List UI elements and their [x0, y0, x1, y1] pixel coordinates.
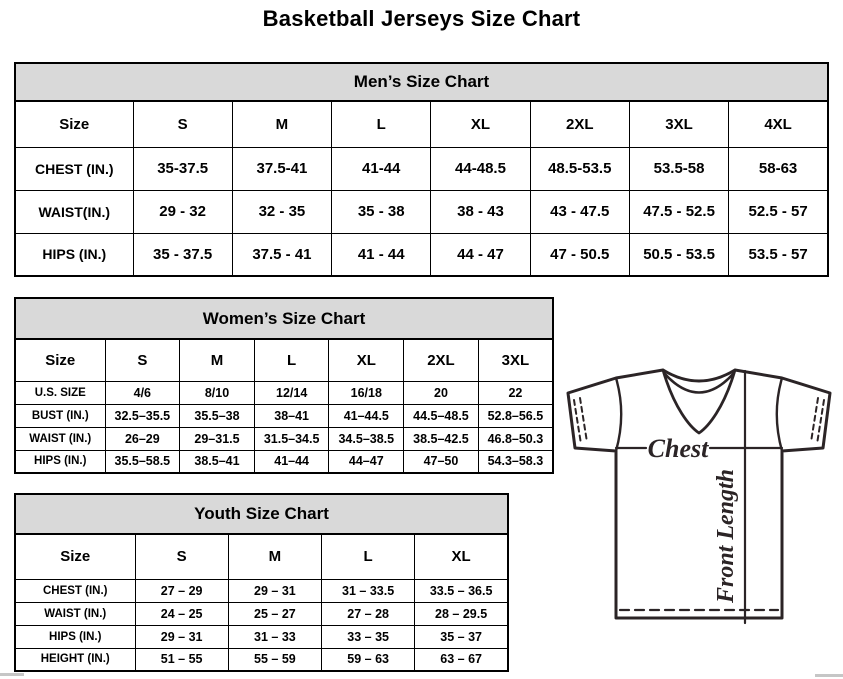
- size-value-cell: 24 – 25: [135, 602, 228, 625]
- table-row: [15, 381, 553, 404]
- size-value-cell: 44–47: [329, 450, 404, 473]
- jersey-outline: [568, 370, 830, 618]
- jersey-measurement-diagram: [558, 360, 843, 665]
- size-col-header: 3XL: [478, 339, 553, 381]
- size-value-cell: 35.5–38: [180, 404, 255, 427]
- size-value-cell: 58-63: [729, 147, 828, 190]
- size-value-cell: 37.5 - 41: [232, 233, 331, 276]
- size-value-cell: 35 – 37: [415, 625, 508, 648]
- size-value-cell: 33 – 35: [322, 625, 415, 648]
- scrollbar-thumb-left[interactable]: [0, 673, 24, 676]
- size-col-header: XL: [415, 534, 508, 579]
- size-value-cell: 46.8–50.3: [478, 427, 553, 450]
- size-col-header: L: [254, 339, 329, 381]
- table-row: [15, 648, 508, 671]
- size-col-header: 2XL: [404, 339, 479, 381]
- size-value-cell: 27 – 29: [135, 579, 228, 602]
- size-value-cell: 52.8–56.5: [478, 404, 553, 427]
- size-value-cell: 63 – 67: [415, 648, 508, 671]
- table-row: [15, 233, 828, 276]
- size-value-cell: 52.5 - 57: [729, 190, 828, 233]
- size-value-cell: 32 - 35: [232, 190, 331, 233]
- size-value-cell: 41 - 44: [332, 233, 431, 276]
- size-col-header: Size: [15, 339, 105, 381]
- size-value-cell: 31 – 33.5: [322, 579, 415, 602]
- size-value-cell: 53.5 - 57: [729, 233, 828, 276]
- page-title: Basketball Jerseys Size Chart: [262, 6, 581, 31]
- size-col-header: M: [180, 339, 255, 381]
- size-value-cell: 59 – 63: [322, 648, 415, 671]
- measure-row-label: CHEST (IN.): [15, 147, 133, 190]
- table-row: [15, 147, 828, 190]
- size-col-header: 2XL: [530, 101, 629, 147]
- size-col-header: Size: [15, 101, 133, 147]
- measure-row-label: WAIST (IN.): [15, 427, 105, 450]
- size-value-cell: 31.5–34.5: [254, 427, 329, 450]
- womens-chart-band-title: Women’s Size Chart: [15, 298, 553, 339]
- table-row: [15, 579, 508, 602]
- size-col-header: XL: [431, 101, 530, 147]
- size-value-cell: 51 – 55: [135, 648, 228, 671]
- mens-chart-band-title: Men’s Size Chart: [15, 63, 828, 101]
- size-value-cell: 26–29: [105, 427, 180, 450]
- size-col-header: XL: [329, 339, 404, 381]
- size-value-cell: 54.3–58.3: [478, 450, 553, 473]
- size-value-cell: 44.5–48.5: [404, 404, 479, 427]
- table-row: [15, 450, 553, 473]
- size-value-cell: 35 - 38: [332, 190, 431, 233]
- table-row: [15, 625, 508, 648]
- size-col-header: S: [105, 339, 180, 381]
- size-value-cell: 20: [404, 381, 479, 404]
- size-value-cell: 34.5–38.5: [329, 427, 404, 450]
- table-row: [15, 404, 553, 427]
- table-row: [15, 190, 828, 233]
- size-col-header: M: [228, 534, 321, 579]
- measure-row-label: U.S. SIZE: [15, 381, 105, 404]
- size-value-cell: 16/18: [329, 381, 404, 404]
- size-col-header: S: [133, 101, 232, 147]
- youth-chart-band-title: Youth Size Chart: [15, 494, 508, 534]
- womens-size-chart-table: [14, 297, 554, 474]
- size-value-cell: 4/6: [105, 381, 180, 404]
- size-value-cell: 44-48.5: [431, 147, 530, 190]
- size-value-cell: 41–44.5: [329, 404, 404, 427]
- size-value-cell: 48.5-53.5: [530, 147, 629, 190]
- size-value-cell: 38 - 43: [431, 190, 530, 233]
- size-value-cell: 43 - 47.5: [530, 190, 629, 233]
- size-value-cell: 38.5–42.5: [404, 427, 479, 450]
- youth-size-chart-table: [14, 493, 509, 672]
- measure-row-label: HIPS (IN.): [15, 233, 133, 276]
- size-value-cell: 53.5-58: [629, 147, 728, 190]
- size-value-cell: 29–31.5: [180, 427, 255, 450]
- measure-row-label: BUST (IN.): [15, 404, 105, 427]
- measure-row-label: WAIST(IN.): [15, 190, 133, 233]
- size-value-cell: 38–41: [254, 404, 329, 427]
- size-value-cell: 33.5 – 36.5: [415, 579, 508, 602]
- size-value-cell: 55 – 59: [228, 648, 321, 671]
- size-value-cell: 47–50: [404, 450, 479, 473]
- size-col-header: L: [332, 101, 431, 147]
- size-value-cell: 41-44: [332, 147, 431, 190]
- size-col-header: 4XL: [729, 101, 828, 147]
- size-value-cell: 35 - 37.5: [133, 233, 232, 276]
- size-value-cell: 32.5–35.5: [105, 404, 180, 427]
- size-col-header: L: [322, 534, 415, 579]
- size-value-cell: 25 – 27: [228, 602, 321, 625]
- chest-label: Chest: [647, 434, 709, 463]
- mens-size-chart-table: [14, 62, 829, 277]
- size-col-header: M: [232, 101, 331, 147]
- size-value-cell: 8/10: [180, 381, 255, 404]
- size-col-header: Size: [15, 534, 135, 579]
- size-value-cell: 31 – 33: [228, 625, 321, 648]
- measure-row-label: HIPS (IN.): [15, 625, 135, 648]
- size-value-cell: 38.5–41: [180, 450, 255, 473]
- size-col-header: S: [135, 534, 228, 579]
- measure-row-label: CHEST (IN.): [15, 579, 135, 602]
- size-value-cell: 29 – 31: [135, 625, 228, 648]
- front-length-label: Front Length: [713, 468, 739, 604]
- measure-row-label: HEIGHT (IN.): [15, 648, 135, 671]
- scrollbar-thumb-right[interactable]: [815, 674, 843, 677]
- size-value-cell: 35.5–58.5: [105, 450, 180, 473]
- measure-row-label: WAIST (IN.): [15, 602, 135, 625]
- table-row: [15, 602, 508, 625]
- size-value-cell: 35-37.5: [133, 147, 232, 190]
- size-value-cell: 41–44: [254, 450, 329, 473]
- size-value-cell: 12/14: [254, 381, 329, 404]
- size-value-cell: 47 - 50.5: [530, 233, 629, 276]
- size-value-cell: 29 – 31: [228, 579, 321, 602]
- table-row: [15, 427, 553, 450]
- size-value-cell: 27 – 28: [322, 602, 415, 625]
- size-value-cell: 37.5-41: [232, 147, 331, 190]
- size-value-cell: 28 – 29.5: [415, 602, 508, 625]
- size-value-cell: 22: [478, 381, 553, 404]
- size-value-cell: 50.5 - 53.5: [629, 233, 728, 276]
- size-col-header: 3XL: [629, 101, 728, 147]
- size-value-cell: 29 - 32: [133, 190, 232, 233]
- size-value-cell: 47.5 - 52.5: [629, 190, 728, 233]
- measure-row-label: HIPS (IN.): [15, 450, 105, 473]
- size-value-cell: 44 - 47: [431, 233, 530, 276]
